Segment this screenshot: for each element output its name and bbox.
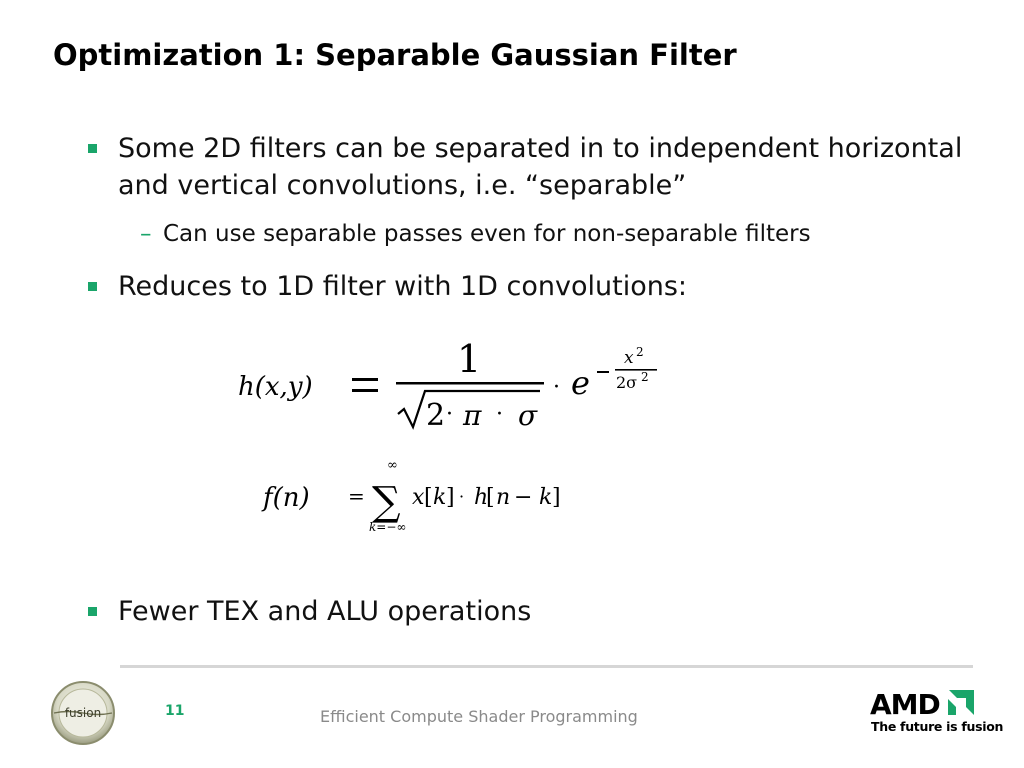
fusion-logo-text: fusion	[64, 706, 102, 720]
denominator-dot-2: ·	[496, 402, 503, 427]
denominator-pi: π	[463, 399, 482, 432]
equation-2-label: f(n)	[263, 483, 310, 513]
footer-text: Efficient Compute Shader Programming	[320, 707, 638, 726]
footer-divider	[120, 665, 973, 668]
amd-logo-text: AMD	[870, 688, 940, 721]
conv-h: h	[474, 485, 489, 510]
exponent-sigma-squared: 2	[641, 370, 649, 384]
bullet-2-text: Reduces to 1D filter with 1D convolutions:	[118, 271, 688, 302]
fusion-logo-icon	[48, 680, 118, 750]
conv-bracket-4: ]	[552, 485, 561, 510]
bullet-3	[118, 593, 531, 630]
gaussian-equation	[352, 337, 657, 433]
bullet-1-text: Some 2D filters can be separated in to independent horizontal and vertical convolutions, i.e. “separable”	[118, 133, 963, 201]
conv-k: k	[433, 485, 447, 510]
exponent-denominator: 2σ	[616, 373, 638, 392]
multiply-dot: ·	[553, 375, 560, 400]
exponent-x-squared: 2	[636, 345, 644, 359]
equation-1-label: h(x,y)	[238, 372, 313, 402]
conv-k2: k	[539, 485, 553, 510]
denominator-two: 2	[426, 398, 446, 433]
conv-minus: −	[514, 485, 533, 510]
numerator-one: 1	[457, 337, 482, 381]
slide-title: Optimization 1: Separable Gaussian Filter	[53, 38, 737, 72]
fraction-bar	[396, 382, 544, 385]
euler-e: e	[571, 364, 590, 402]
conv-bracket-3: [	[486, 485, 495, 510]
sum-upper-limit: ∞	[387, 458, 398, 473]
sum-sigma: ∑	[372, 479, 401, 525]
conv-x: x	[412, 485, 425, 510]
equals-sign-bottom	[352, 389, 378, 392]
convolution-equation	[348, 458, 561, 534]
conv-equals: =	[348, 484, 365, 508]
exponent-minus	[597, 371, 609, 373]
equals-sign-top	[352, 378, 378, 381]
conv-bracket-1: [	[424, 485, 433, 510]
denominator-dot-1: ·	[446, 402, 453, 427]
bullet-3-text: Fewer TEX and ALU operations	[118, 596, 532, 627]
amd-tagline: The future is fusion	[871, 719, 1004, 734]
conv-dot: ·	[459, 487, 465, 506]
bullet-marker	[88, 607, 97, 616]
sub-bullet-1-text: Can use separable passes even for non-separable filters	[163, 221, 811, 247]
conv-n: n	[496, 485, 511, 510]
amd-arrow-icon	[946, 690, 974, 716]
exponent-x: x	[624, 348, 634, 368]
page-number: 11	[165, 703, 185, 719]
denominator-sigma: σ	[518, 399, 538, 432]
sub-bullet-dash: –	[140, 221, 152, 247]
sum-lower-limit: k=−∞	[369, 520, 407, 534]
exponent-fraction-bar	[615, 369, 657, 371]
conv-bracket-2: ]	[446, 485, 455, 510]
